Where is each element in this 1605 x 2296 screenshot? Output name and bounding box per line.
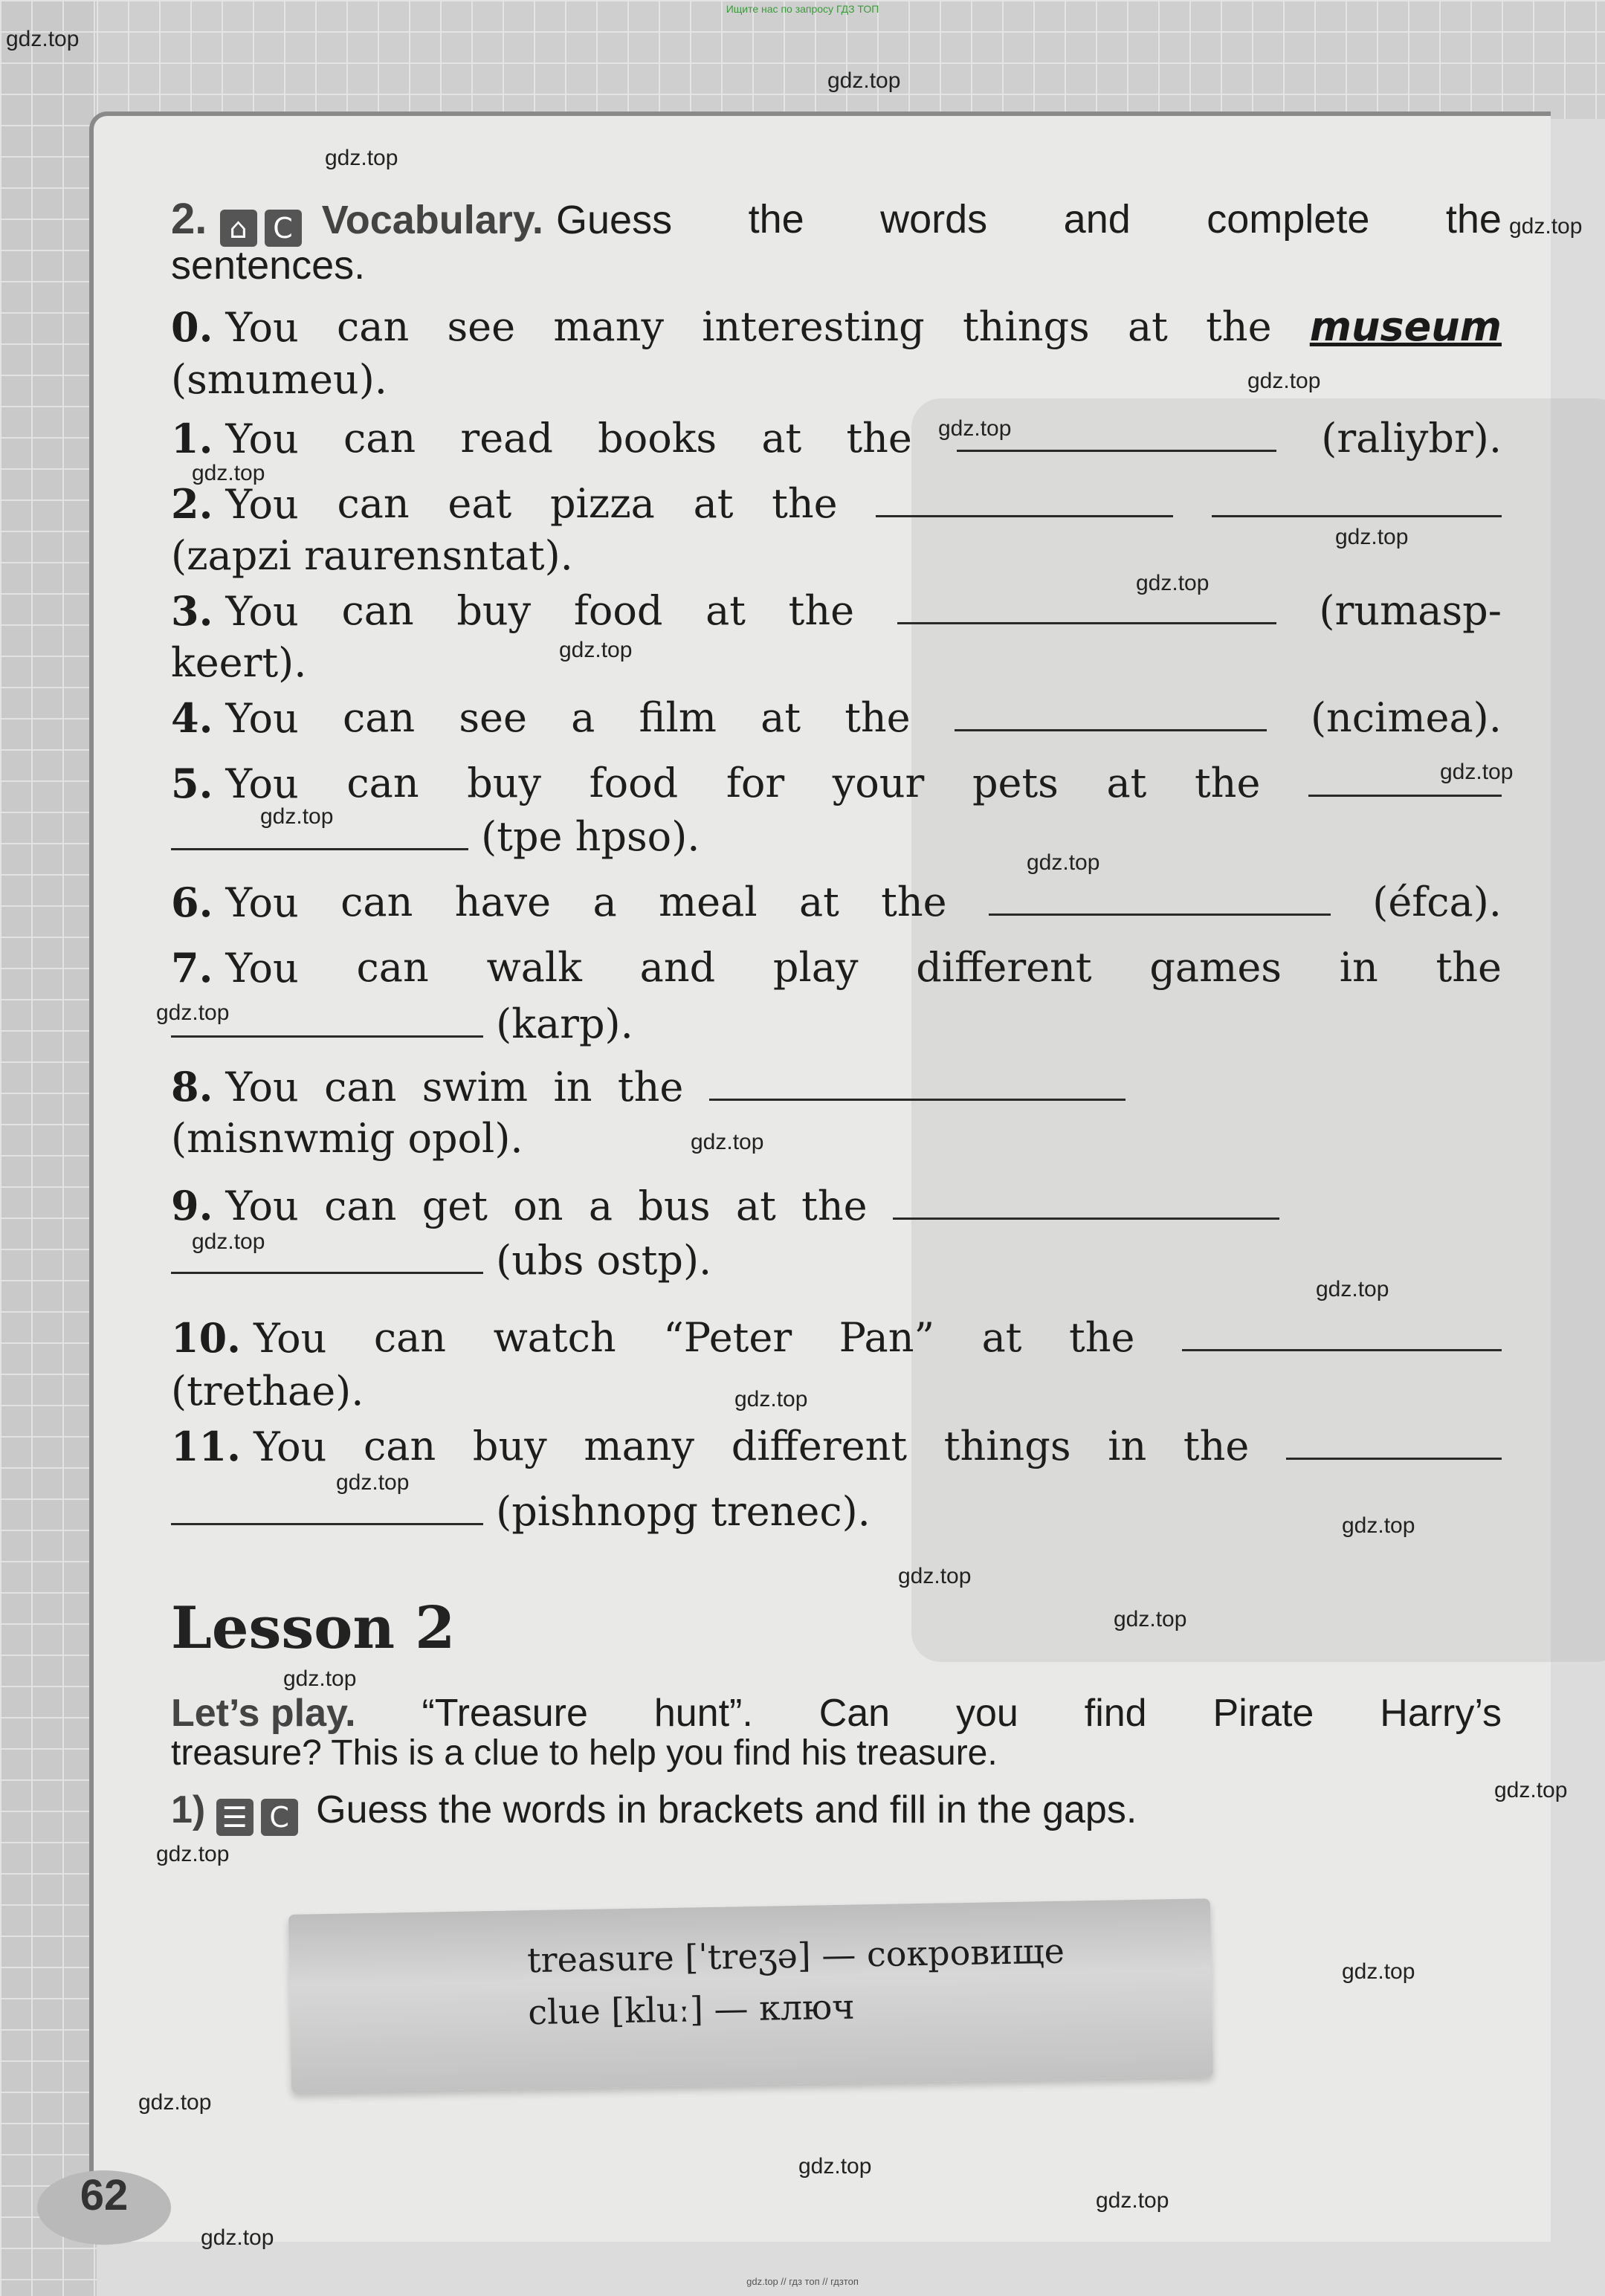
glossary-entry-treasure: treasure [ˈtreʒə] — сокровище [526, 1930, 1065, 1981]
watermark: gdz.top [1027, 850, 1100, 875]
watermark: gdz.top [691, 1130, 764, 1154]
item-number: 10. [171, 1314, 241, 1362]
watermark: gdz.top [201, 2225, 274, 2250]
answer-gap[interactable] [171, 998, 483, 1038]
watermark: gdz.top [827, 68, 901, 93]
item-number: 7. [171, 944, 213, 992]
clue: (tpe hpso). [481, 813, 700, 860]
example-sentence [171, 301, 1502, 354]
watermark: gdz.top [192, 461, 265, 485]
watermark: gdz.top [260, 804, 334, 829]
item-number: 4. [171, 694, 213, 742]
answer-gap[interactable] [1212, 478, 1502, 517]
clue: (éfca). [1372, 879, 1502, 925]
clue: (trethae). [171, 1368, 364, 1414]
sentence-7: 7. You can walk and play different games in the [171, 944, 1502, 992]
sentence-6: 6. You can have a meal at the (éfca). [171, 876, 1502, 929]
word: can [337, 303, 410, 350]
watermark: gdz.top [898, 1564, 972, 1588]
sentence-8: 8. You can swim in the [171, 1061, 1126, 1113]
sentence-2: 2. You can eat pizza at the [171, 478, 1502, 531]
answer-gap[interactable] [1286, 1420, 1502, 1460]
item-number: 1. [171, 415, 213, 462]
item-number: 6. [171, 879, 213, 926]
watermark: gdz.top [1509, 214, 1583, 239]
watermark: gdz.top [798, 2154, 872, 2179]
item-number: 3. [171, 587, 213, 635]
lesson2-intro-line2: treasure? This is a clue to help you find his treasure. [171, 1733, 998, 1773]
glossary-entry-clue: clue [kluː] — ключ [527, 1986, 855, 2033]
task-1 [171, 1784, 1137, 1836]
clue-continued: keert). [171, 639, 307, 686]
word: many [553, 303, 664, 350]
sentence-3: 3. You can buy food at the (rumasp- [171, 585, 1502, 638]
exercise-number: 2. [171, 195, 207, 243]
watermark: gdz.top [325, 146, 398, 170]
clue: (rumasp- [1319, 587, 1502, 634]
instruction-line-2: sentences. [171, 243, 366, 288]
answer-gap[interactable] [171, 811, 468, 850]
watermark: gdz.top [1316, 1277, 1389, 1301]
item-number: 11. [171, 1423, 241, 1470]
grid-border-left [0, 0, 97, 2296]
watermark: gdz.top [1342, 1959, 1415, 1984]
word: see [447, 303, 516, 350]
watermark: gdz.top [1335, 525, 1409, 549]
c-icon: C [265, 210, 302, 247]
answer-gap[interactable] [897, 585, 1276, 624]
sentence-9-continued [171, 1235, 711, 1287]
item-number: 2. [171, 480, 213, 528]
clue: (misnwmig opol). [171, 1115, 523, 1162]
sentence-4: 4. You can see a film at the (ncimea). [171, 692, 1502, 745]
clue: (karp). [496, 1000, 633, 1047]
item-number: 9. [171, 1182, 213, 1229]
answer-gap[interactable] [171, 1486, 483, 1525]
answer-gap[interactable] [876, 478, 1173, 517]
list-icon: ☰ [216, 1799, 253, 1836]
sentence-7-continued [171, 998, 633, 1050]
sentence-5-continued [171, 811, 700, 863]
watermark: gdz.top [1114, 1607, 1187, 1632]
house-icon: ⌂ [220, 210, 257, 247]
answer-gap[interactable] [955, 692, 1267, 731]
clue: (zapzi raurensntat). [171, 532, 573, 579]
watermark: gdz.top [1440, 760, 1514, 784]
sentence-1: 1. You can read books at the (raliybr). [171, 413, 1502, 465]
item-number: 8. [171, 1063, 213, 1110]
instruction-word: Guess [556, 198, 673, 242]
answer-gap[interactable] [989, 876, 1331, 916]
sentence-9: 9. You can get on a bus at the [171, 1180, 1279, 1232]
lesson2-intro: Let’s play. “Treasure hunt”. Can you find Pirate Harry’s [171, 1687, 1502, 1739]
task-number: 1) [171, 1788, 206, 1831]
instruction-word: words [880, 197, 988, 242]
watermark: gdz.top [1342, 1513, 1415, 1538]
word: the [1206, 303, 1272, 350]
clue: (raliybr). [1321, 415, 1502, 462]
watermark: gdz.top [1096, 2188, 1169, 2213]
clue: (ubs ostp). [496, 1237, 712, 1284]
watermark: gdz.top [1247, 369, 1321, 393]
sentence-11: 11. You can buy many different things in the [171, 1420, 1502, 1473]
watermark: gdz.top [336, 1470, 410, 1495]
clue: (pishnopg trenec). [496, 1488, 871, 1535]
word: things [962, 303, 1090, 350]
c-icon: C [261, 1799, 298, 1836]
watermark: gdz.top [1494, 1778, 1568, 1802]
exercise-2-heading [171, 193, 1502, 247]
answer-gap[interactable] [171, 1235, 483, 1274]
answer-gap[interactable] [957, 413, 1276, 452]
watermark: gdz.top [938, 416, 1012, 441]
watermark: gdz.top [1136, 571, 1210, 595]
word: You [225, 304, 299, 351]
answer-gap[interactable] [893, 1180, 1279, 1220]
word: interesting [702, 303, 925, 350]
sentence-5: 5. You can buy food for your pets at the [171, 757, 1502, 810]
instruction-word: complete [1207, 197, 1370, 242]
page-number: 62 [37, 2170, 171, 2245]
example-clue: (smumeu). [171, 356, 387, 403]
top-banner: Ищите нас по запросу ГДЗ ТОП [726, 3, 879, 15]
example-answer: museum [1309, 303, 1502, 350]
watermark: gdz.top [6, 27, 80, 51]
clue: (ncimea). [1310, 694, 1502, 741]
task-instruction: Guess the words in brackets and fill in the gaps. [316, 1788, 1137, 1831]
watermark: gdz.top [138, 2090, 212, 2115]
item-number: 5. [171, 760, 213, 807]
item-number: 0. [171, 303, 213, 351]
grid-border-top [97, 0, 1605, 119]
lesson-title: Lesson 2 [171, 1594, 456, 1662]
watermark: gdz.top [559, 638, 633, 662]
sentence-11-continued [171, 1486, 871, 1538]
lets-play-label: Let’s play. [171, 1692, 356, 1735]
exercise-title: Vocabulary. [321, 198, 543, 242]
glossary-card [288, 1898, 1213, 2093]
watermark: gdz.top [192, 1229, 265, 1254]
instruction-word: and [1063, 197, 1131, 242]
word: at [1127, 303, 1168, 350]
answer-gap[interactable] [709, 1061, 1126, 1101]
answer-gap[interactable] [1182, 1312, 1502, 1351]
bottom-banner: gdz.top // гдз топ // гдзтоп [746, 2276, 859, 2287]
answer-gap[interactable] [1308, 757, 1502, 797]
watermark: gdz.top [734, 1387, 808, 1411]
instruction-word: the [1445, 197, 1502, 242]
watermark: gdz.top [156, 1000, 230, 1025]
sentence-10: 10. You can watch “Peter Pan” at the [171, 1312, 1502, 1365]
watermark: gdz.top [283, 1666, 357, 1691]
instruction-word: the [748, 197, 804, 242]
watermark: gdz.top [156, 1842, 230, 1866]
